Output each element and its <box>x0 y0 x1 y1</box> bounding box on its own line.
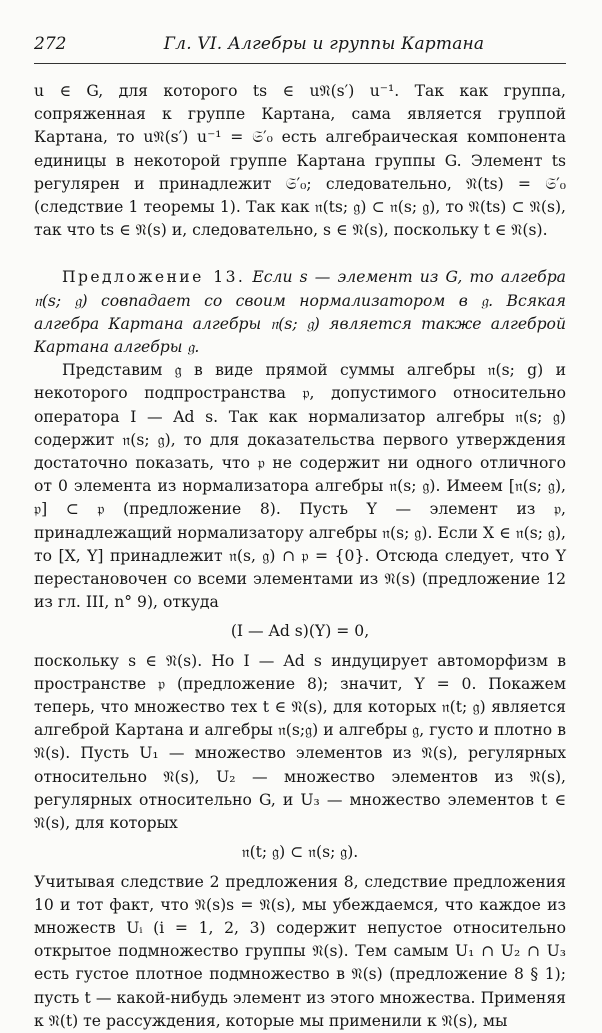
page-body <box>34 80 566 1033</box>
section-gap <box>34 242 566 266</box>
page-number: 272 <box>34 34 67 54</box>
display-formula-1: (I — Ad s)(Y) = 0, <box>230 622 370 641</box>
proposition-statement: Если s — элемент из G, то алгебра 𝔫(s; 𝔤) совпадает со своим нормализатором в 𝔤. Всякая алгебра Картана алгебры 𝔫(s; 𝔤) является также алгеброй Картана алгебры 𝔤. <box>34 268 566 357</box>
page-header <box>34 34 566 54</box>
running-title: Гл. VI. Алгебры и группы Картана <box>163 34 485 54</box>
proof-paragraph-1: Представим 𝔤 в виде прямой суммы алгебры 𝔫(s; g) и некоторого подпространства 𝔭, допустимого относительно оператора I — Ad s. Так как нормализатор алгебры 𝔫(s; 𝔤) содержит 𝔫(s; 𝔤), то для доказательства первого утверждения достаточно показать, что 𝔭 не содержит ни одного отличного от 0 элемента из нормализатора алгебры 𝔫(s; 𝔤). Имеем [𝔫(s; 𝔤), 𝔭] ⊂ 𝔭 (предложение 8). Пусть Y — элемент из 𝔭, принадлежащий нормализатору алгебры 𝔫(s; 𝔤). Если X ∈ 𝔫(s; 𝔤), то [X, Y] принадлежит 𝔫(s, 𝔤) ∩ 𝔭 = {0}. Отсюда следует, что Y перестановочен со всеми элементами из 𝔑(s) (предложение 12 из гл. III, n° 9), откуда <box>34 361 566 612</box>
proof-paragraph-3: Учитывая следствие 2 предложения 8, следствие предложения 10 и тот факт, что 𝔑(s)s = 𝔑(s), мы убеждаемся, что каждое из множеств Uᵢ (i = 1, 2, 3) содержит непустое относительно открытое подмножество группы 𝔑(s). Тем самым U₁ ∩ U₂ ∩ U₃ есть густое плотное подмножество в 𝔑(s) (предложение 8 § 1); пусть t — какой-нибудь элемент из этого множества. Применяя к 𝔑(t) те рассуждения, которые мы применили к 𝔑(s), мы <box>34 872 566 1030</box>
display-formula-2: 𝔫(t; 𝔤) ⊂ 𝔫(s; 𝔤). <box>241 843 359 862</box>
proof-paragraph-2: поскольку s ∈ 𝔑(s). Но I — Ad s индуцирует автоморфизм в пространстве 𝔭 (предложение 8); значит, Y = 0. Покажем теперь, что множество тех t ∈ 𝔑(s), для которых 𝔫(t; 𝔤) является алгеброй Картана и алгебры 𝔫(s;𝔤) и алгебры 𝔤, густо и плотно в 𝔑(s). Пусть U₁ — множество элементов из 𝔑(s), регулярных относительно 𝔑(s), U₂ — множество элементов из 𝔑(s), регулярных относительно G, и U₃ — множество элементов t ∈ 𝔑(s), для которых <box>34 651 566 833</box>
paragraph-continued: u ∈ G, для которого ts ∈ u𝔑(s′) u⁻¹. Так как группа, сопряженная к группе Картана, сама является группой Картана, то u𝔑(s′) u⁻¹ = 𝔖′₀ есть алгебраическая компонента единицы в некоторой группе Картана группы G. Элемент ts регулярен и принадлежит 𝔖′₀; следовательно, 𝔑(ts) = 𝔖′₀ (следствие 1 теоремы 1). Так как 𝔫(ts; 𝔤) ⊂ 𝔫(s; 𝔤), то 𝔑(ts) ⊂ 𝔑(s), так что ts ∈ 𝔑(s) и, следовательно, s ∈ 𝔑(s), поскольку t ∈ 𝔑(s). <box>34 82 566 240</box>
header-rule <box>34 63 566 64</box>
proposition-label: Предложение 13. <box>62 268 246 287</box>
proposition-13 <box>34 266 566 359</box>
